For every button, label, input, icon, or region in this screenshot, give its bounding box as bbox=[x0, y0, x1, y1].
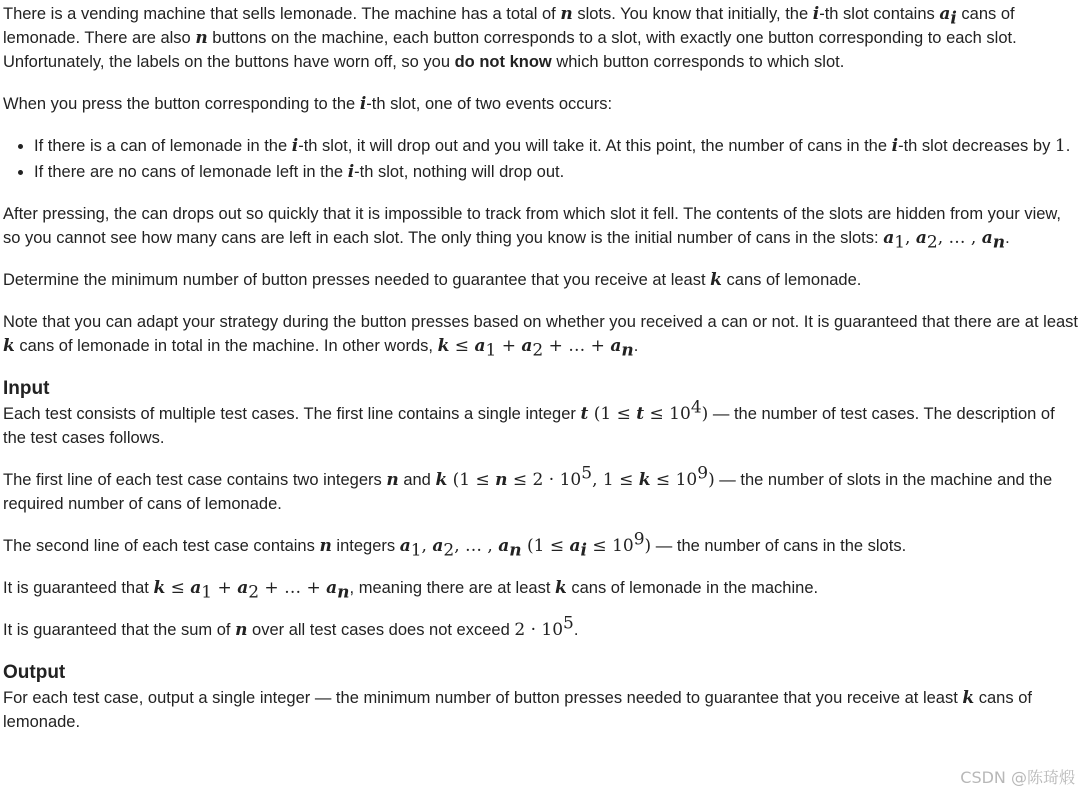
input-tests-paragraph: Each test consists of multiple test cases. The first line contains a single integer t $(1 \le t \le 10^4)$ — the number of test cases. The description of the test cases follows. bbox=[3, 397, 1055, 447]
var-i: i bbox=[812, 4, 820, 24]
var-a-i: a bbox=[939, 4, 951, 24]
output-paragraph: For each test case, output a single integer — the minimum number of button presses needed to guarantee that you receive at least k cans of lemonade. bbox=[3, 688, 1032, 731]
output-heading: Output bbox=[3, 662, 66, 683]
task-paragraph: Determine the minimum number of button presses needed to guarantee that you receive at least k cans of lemonade. bbox=[3, 270, 862, 290]
input-first-line-paragraph: The first line of each test case contains two integers n and k ($1 \le n \le 2 \cdot 10^5$, $1 \le k \le 10^9$) — the number of slots in the machine and the required number of cans of lemonade. bbox=[3, 463, 1053, 513]
list-item: • If there are no cans of lemonade left in the i-th slot, nothing will drop out. bbox=[34, 160, 1081, 184]
events-intro-paragraph: When you press the button corresponding to the i-th slot, one of two events occurs: bbox=[3, 94, 613, 114]
input-sum-paragraph: It is guaranteed that the sum of n over all test cases does not exceed $2 \cdot 10^5$. bbox=[3, 613, 579, 640]
hidden-contents-paragraph: After pressing, the can drops out so quickly that it is impossible to track from which slot it fell. The contents of the slots are hidden from your view, so you cannot see how many cans are left in each slot. The only thing you know is the initial number of cans in the slots: $a_1$, $a_2$, … , $a_n$. bbox=[3, 205, 1062, 253]
events-list bbox=[3, 134, 1081, 184]
bold-emphasis: do not know bbox=[454, 53, 552, 71]
note-paragraph: Note that you can adapt your strategy during the button presses based on whether you received a can or not. It is guaranteed that there are at least k cans of lemonade in total in the machine. In other words, $k \le a_1 + a_2$ + … + $a_n$. bbox=[3, 313, 1079, 361]
problem-statement bbox=[3, 2, 1081, 752]
input-second-line-paragraph: The second line of each test case contains n integers $a_1$, $a_2$, … , $a_n$ $(1 \le a_i \le 10^9)$ — the number of cans in the slots. bbox=[3, 529, 907, 561]
var-n: n bbox=[560, 4, 573, 24]
csdn-watermark: CSDN @陈琦煅 bbox=[958, 766, 1077, 790]
input-guarantee-paragraph: It is guaranteed that $k \le a_1 + a_2$ + … + $a_n$, meaning there are at least k cans of lemonade in the machine. bbox=[3, 578, 819, 603]
var-n: n bbox=[195, 28, 208, 48]
input-heading: Input bbox=[3, 378, 50, 399]
list-item: • If there is a can of lemonade in the i-th slot, it will drop out and you will take it. At this point, the number of cans in the i-th slot decreases by 1. bbox=[34, 134, 1081, 158]
intro-paragraph: There is a vending machine that sells lemonade. The machine has a total of n slots. You know that initially, the i-th slot contains $a_i$ cans of lemonade. There are also n buttons on the machine, each button corresponds to a slot, with exactly one button corresponding to each slot. Unfortunately, the labels on the buttons have worn off, so you do not know which button corresponds to which slot. bbox=[3, 4, 1017, 71]
